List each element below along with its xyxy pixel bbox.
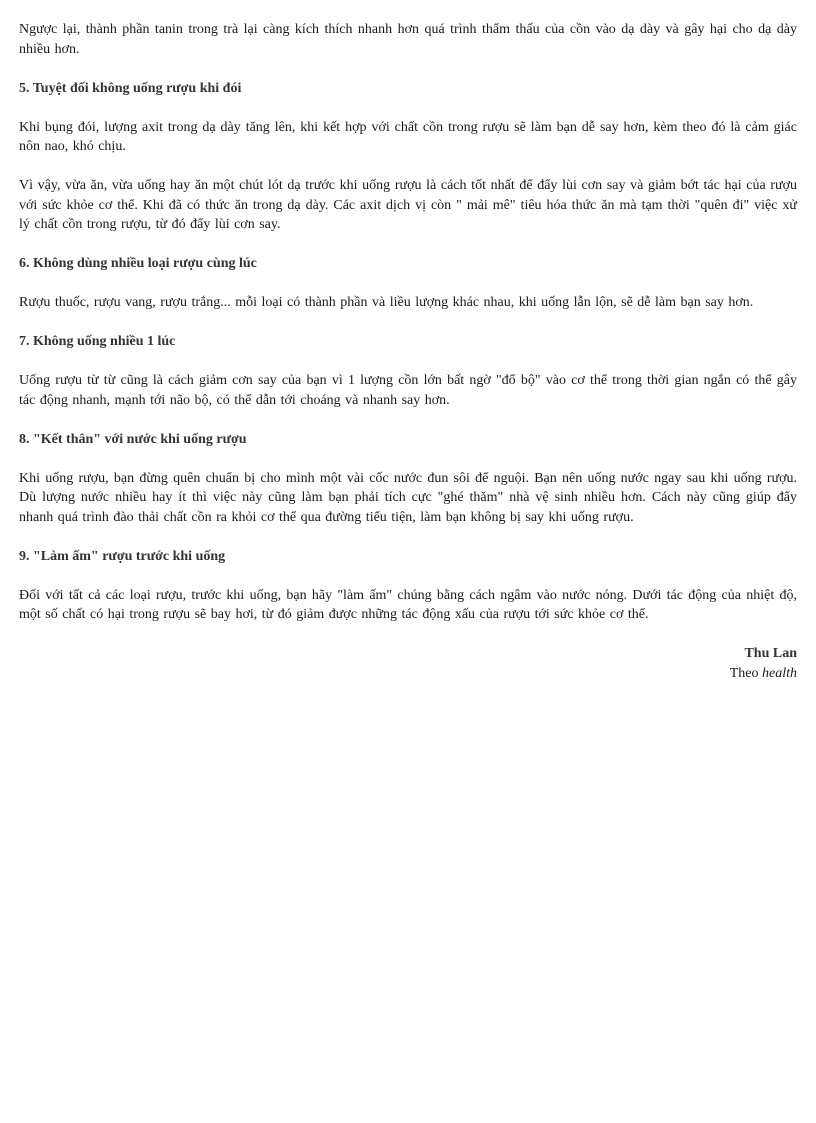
heading-section-5: 5. Tuyệt đối không uống rượu khi đói: [19, 80, 242, 96]
paragraph-eat-while-drinking: Vì vậy, vừa ăn, vừa uống hay ăn một chút lót dạ trước khi uống rượu là cách tốt nhất để đẩy lùi cơn say và giảm bớt tác hại của rượu với sức khỏe cơ thể. Khi đã có thức ăn trong dạ dày. Các axit dịch vị còn " mải mê" tiêu hóa thức ăn mà tạm thời "quên đi" việc xử lý chất cồn trong rượu, từ đó đẩy lùi cơn say.: [19, 178, 797, 232]
paragraph-tannin: Ngược lại, thành phần tanin trong trà lại càng kích thích nhanh hơn quá trình thẩm thấu của cồn vào dạ dày và gây hại cho dạ dày nhiều hơn.: [19, 22, 797, 57]
source-line: [19, 664, 797, 684]
heading-section-6: 6. Không dùng nhiều loại rượu cùng lúc: [19, 256, 257, 271]
paragraph-drink-water: Khi uống rượu, bạn đừng quên chuẩn bị cho mình một vài cốc nước đun sôi để nguội. Bạn nên uống nước ngay sau khi uống rượu. Dù lượng nước nhiều hay ít thì việc này cũng làm bạn phải tích cực "ghé thăm" nhà vệ sinh nhiều hơn. Cách này cũng giúp đẩy nhanh quá trình đào thải chất cồn ra khỏi cơ thể qua đường tiểu tiện, làm bạn không bị say khi uống rượu.: [19, 470, 797, 525]
heading-section-9: 9. "Làm ấm" rượu trước khi uống: [19, 548, 226, 564]
paragraph-drink-slowly: Uống rượu từ từ cũng là cách giảm cơn say của bạn vì 1 lượng cồn lớn bất ngờ "đổ bộ" vào cơ thể trong thời gian ngắn có thể gây tác động nhanh, mạnh tới não bộ, có thể dẫn tới choáng và nhanh say hơn.: [19, 373, 797, 408]
signature-block: [19, 644, 797, 683]
paragraph-mixed-drinks: Rượu thuốc, rượu vang, rượu trắng... mỗi loại có thành phần và liều lượng khác nhau, khi uống lẫn lộn, sẽ dễ làm bạn say hơn.: [19, 295, 754, 310]
source-prefix: Theo: [729, 665, 762, 681]
paragraph-empty-stomach: Khi bụng đói, lượng axit trong dạ dày tăng lên, khi kết hợp với chất cồn trong rượu sẽ làm bạn dễ say hơn, kèm theo đó là cảm giác nôn nao, khó chịu.: [19, 119, 797, 154]
paragraph-warm-alcohol: Đối với tất cả các loại rượu, trước khi uống, bạn hãy "làm ấm" chúng bằng cách ngâm vào nước nóng. Dưới tác động của nhiệt độ, một số chất có hại trong rượu sẽ bay hơi, từ đó giảm được những tác động xấu của rượu tới sức khỏe cơ thể.: [19, 587, 797, 622]
author-name: Thu Lan: [744, 646, 797, 661]
heading-section-7: 7. Không uống nhiều 1 lúc: [19, 334, 176, 349]
heading-section-8: 8. "Kết thân" với nước khi uống rượu: [19, 431, 247, 447]
source-name: health: [762, 665, 797, 681]
document-page: [19, 20, 797, 683]
